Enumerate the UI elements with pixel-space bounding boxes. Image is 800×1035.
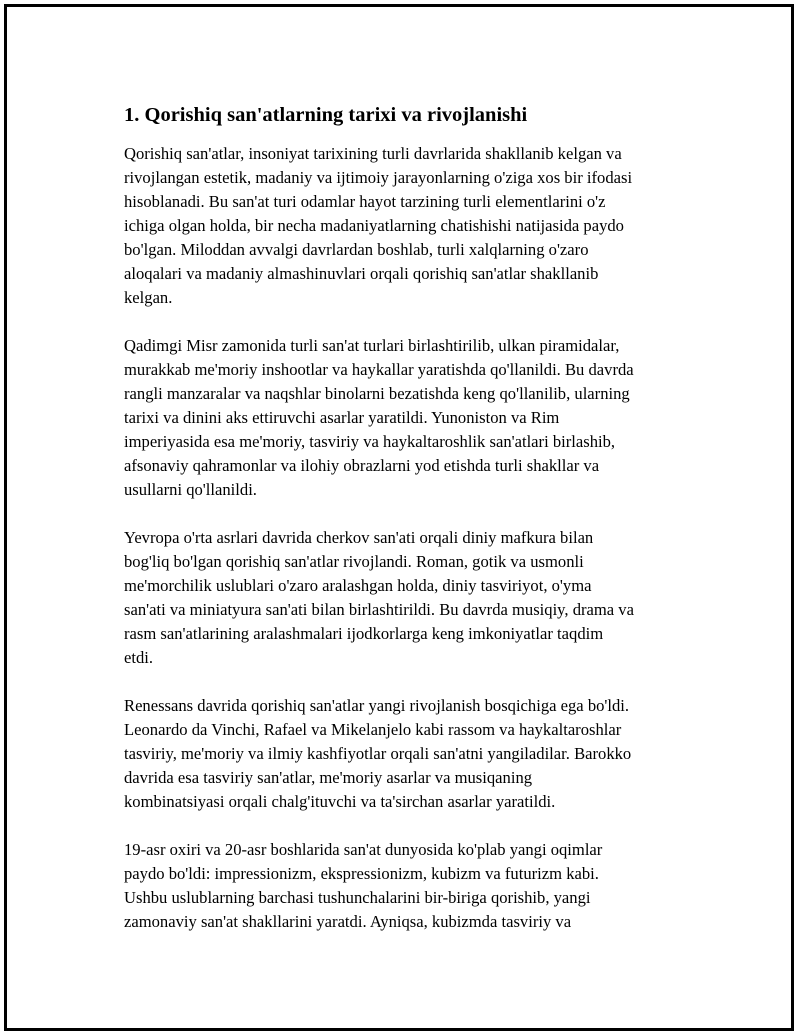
text-line: Qadimgi Misr zamonida turli san'at turlari birlashtirilib, ulkan piramidalar, (124, 336, 620, 355)
text-line: Renessans davrida qorishiq san'atlar yangi rivojlanish bosqichiga ega bo'ldi. (124, 696, 630, 715)
text-line: tasviriy, me'moriy va ilmiy kashfiyotlar orqali san'atni yangiladilar. Barokko (124, 744, 632, 763)
text-line: imperiyasida esa me'moriy, tasviriy va haykaltaroshlik san'atlari birlashib, (124, 432, 616, 451)
paragraph-ancient-egypt (124, 334, 709, 502)
text-line: davrida esa tasviriy san'atlar, me'moriy asarlar va musiqaning (124, 768, 533, 787)
section-heading: 1. Qorishiq san'atlarning tarixi va rivojlanishi (124, 104, 528, 126)
paragraph-renaissance (124, 694, 709, 814)
text-line: afsonaviy qahramonlar va ilohiy obrazlarni yod etishda turli shakllar va (124, 456, 600, 475)
page-frame (4, 4, 794, 1031)
text-line: kelgan. (124, 288, 173, 307)
text-line: rangli manzaralar va naqshlar binolarni bezatishda keng qo'llanilib, ularning (124, 384, 630, 403)
text-line: usullarni qo'llanildi. (124, 480, 257, 499)
text-line: me'morchilik uslublari o'zaro aralashgan holda, diniy tasviriyot, o'yma (124, 576, 592, 595)
text-line: aloqalari va madaniy almashinuvlari orqali qorishiq san'atlar shakllanib (124, 264, 599, 283)
text-line: san'ati va miniatyura san'ati bilan birlashtirildi. Bu davrda musiqiy, drama va (124, 600, 634, 619)
text-line: Yevropa o'rta asrlari davrida cherkov san'ati orqali diniy mafkura bilan (124, 528, 594, 547)
document-body (124, 101, 709, 958)
paragraph-modern-movements (124, 838, 709, 934)
paragraph-middle-ages (124, 526, 709, 670)
text-line: Qorishiq san'atlar, insoniyat tarixining turli davrlarida shakllanib kelgan va (124, 144, 622, 163)
text-line: kombinatsiyasi orqali chalg'ituvchi va ta'sirchan asarlar yaratildi. (124, 792, 556, 811)
text-line: 19-asr oxiri va 20-asr boshlarida san'at dunyosida ko'plab yangi oqimlar (124, 840, 603, 859)
text-line: bog'liq bo'lgan qorishiq san'atlar rivojlandi. Roman, gotik va usmonli (124, 552, 584, 571)
text-line: murakkab me'moriy inshootlar va haykallar yaratishda qo'llanildi. Bu davrda (124, 360, 634, 379)
text-line: ichiga olgan holda, bir necha madaniyatlarning chatishishi natijasida paydo (124, 216, 624, 235)
text-line: etdi. (124, 648, 154, 667)
text-line: bo'lgan. Miloddan avvalgi davrlardan boshlab, turli xalqlarning o'zaro (124, 240, 589, 259)
text-line: hisoblanadi. Bu san'at turi odamlar hayot tarzining turli elementlarini o'z (124, 192, 606, 211)
text-line: tarixi va dinini aks ettiruvchi asarlar yaratildi. Yunoniston va Rim (124, 408, 560, 427)
paragraph-history-intro (124, 142, 709, 310)
text-line: Ushbu uslublarning barchasi tushunchalarini bir-biriga qorishib, yangi (124, 888, 591, 907)
text-line: Leonardo da Vinchi, Rafael va Mikelanjelo kabi rassom va haykaltaroshlar (124, 720, 622, 739)
text-line: zamonaviy san'at shakllarini yaratdi. Ayniqsa, kubizmda tasviriy va (124, 912, 572, 931)
text-line: paydo bo'ldi: impressionizm, ekspressionizm, kubizm va futurizm kabi. (124, 864, 599, 883)
text-line: rasm san'atlarining aralashmalari ijodkorlarga keng imkoniyatlar taqdim (124, 624, 604, 643)
text-line: rivojlangan estetik, madaniy va ijtimoiy jarayonlarning o'ziga xos bir ifodasi (124, 168, 633, 187)
